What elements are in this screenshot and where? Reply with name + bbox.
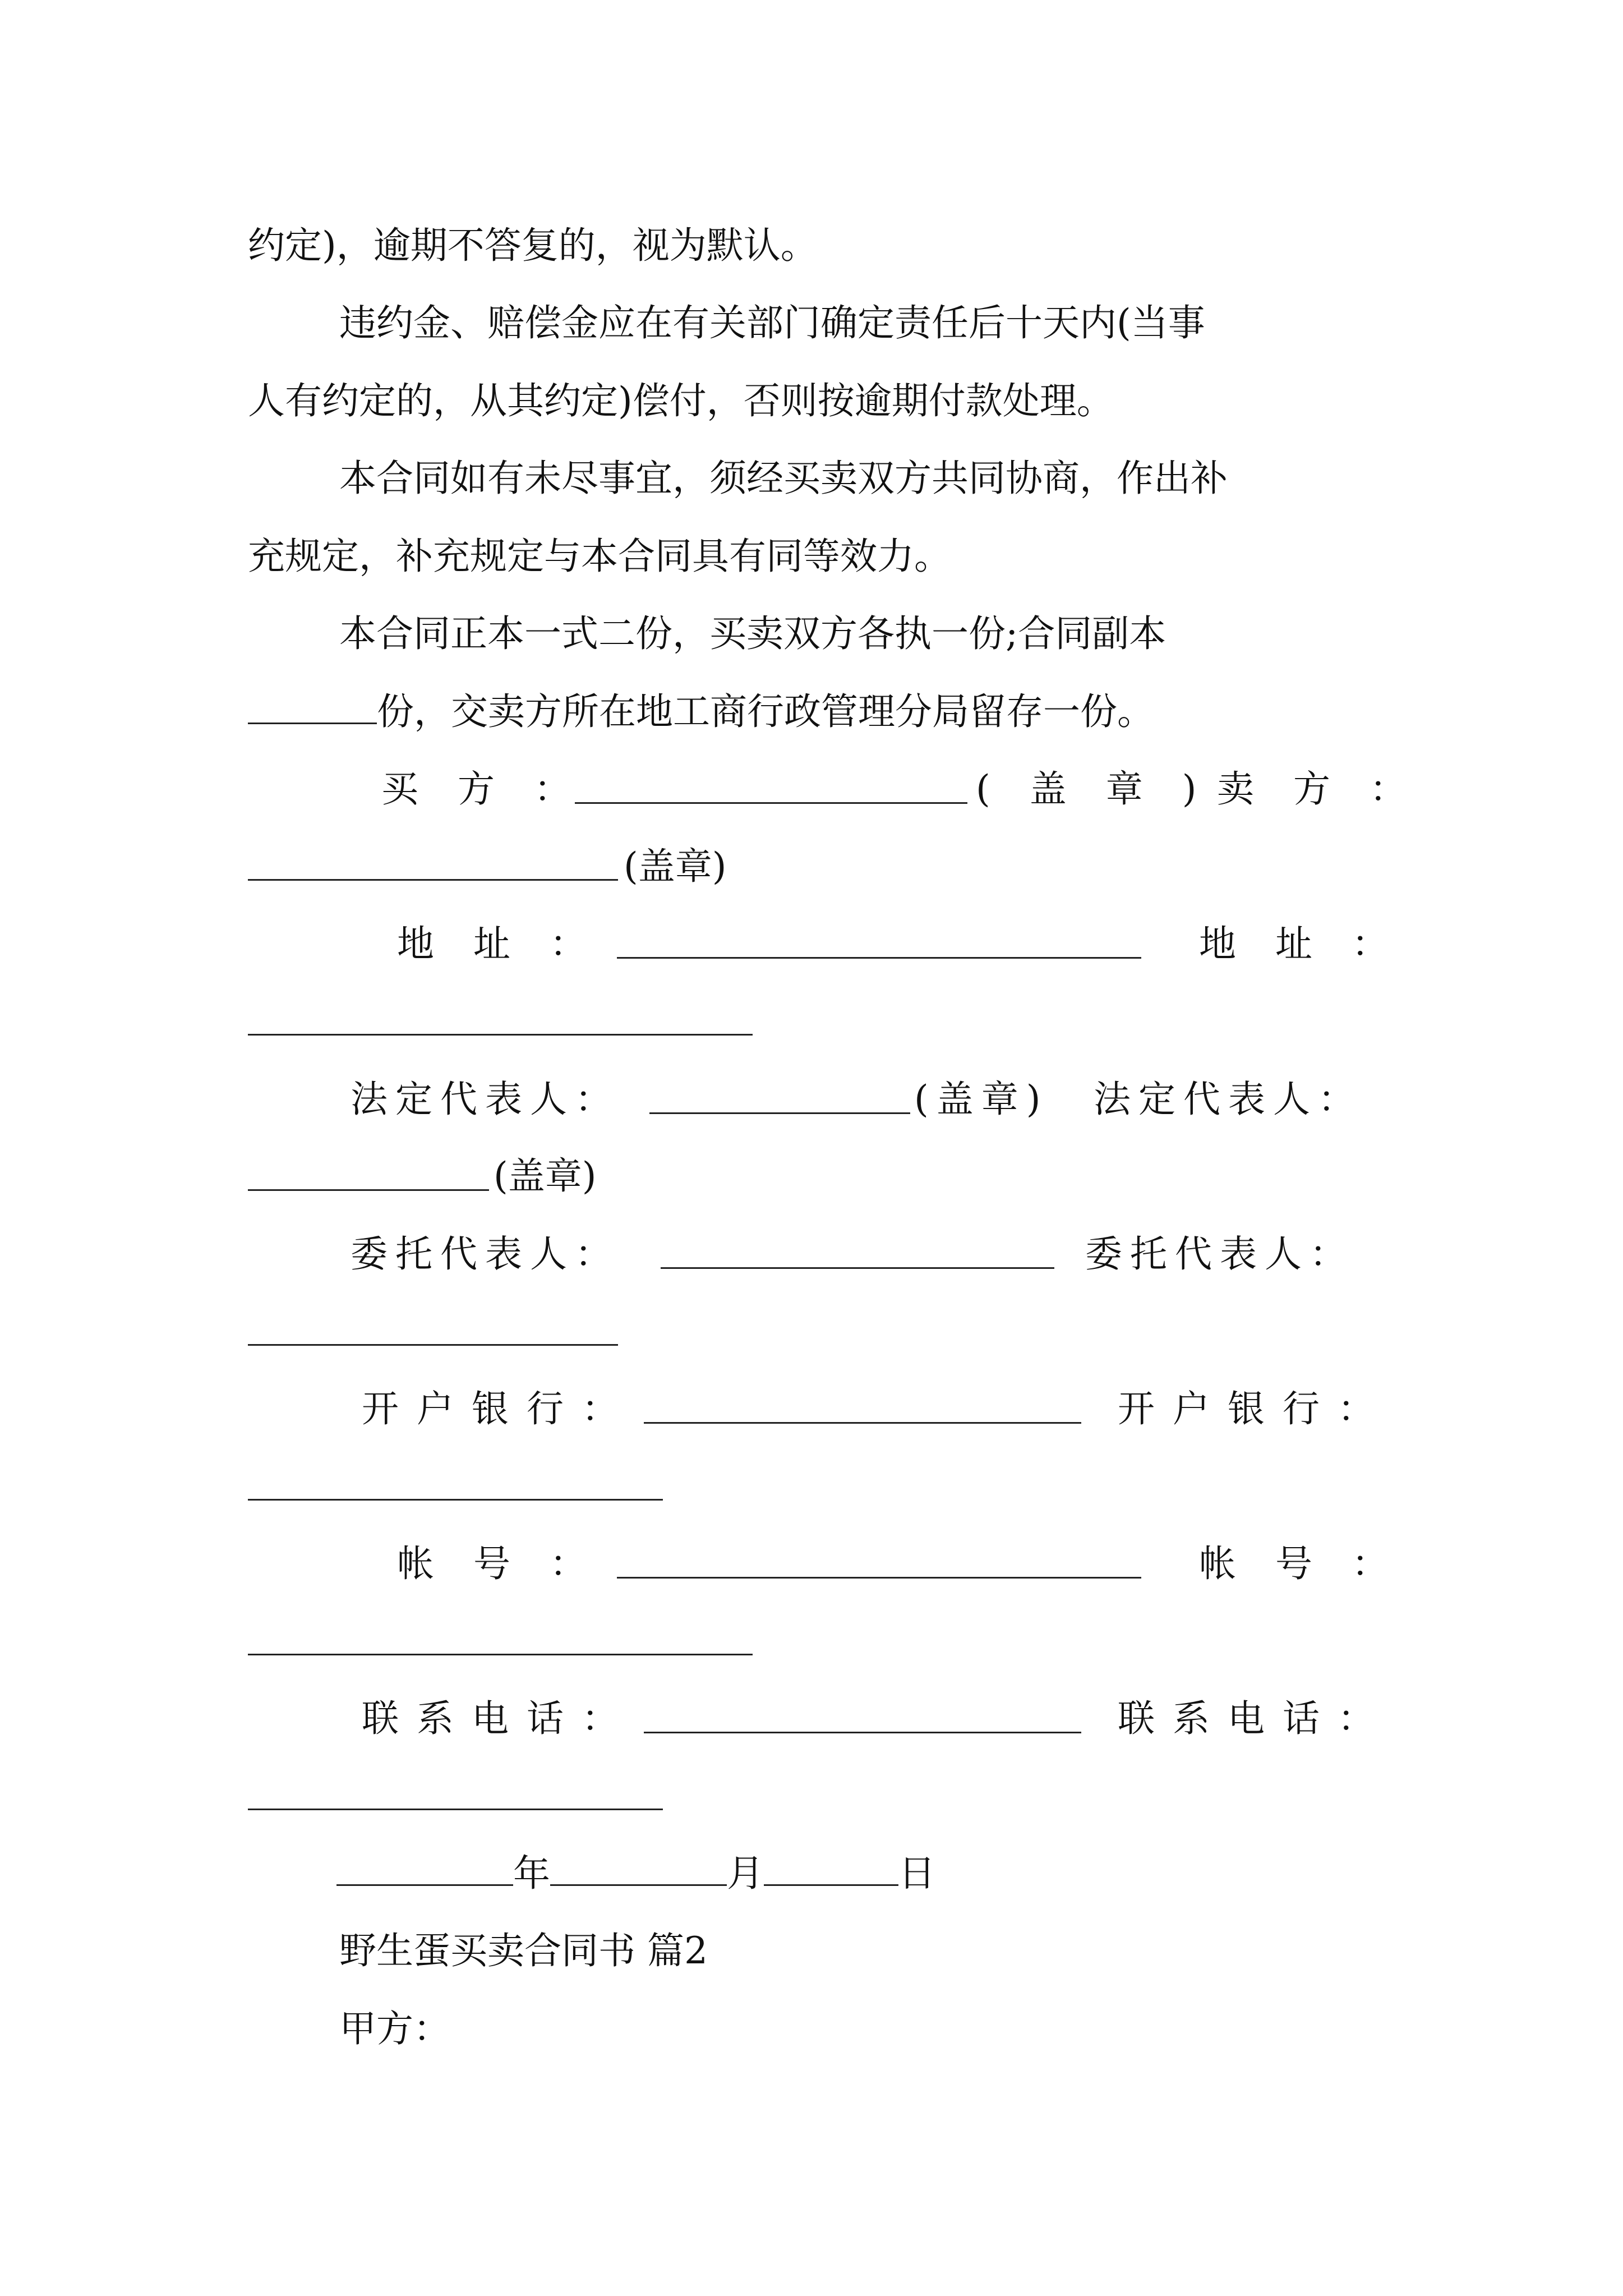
month-blank: [550, 1852, 727, 1886]
day-label: 日: [898, 1852, 935, 1895]
buyer-legal-rep-label: 法定代表人：: [351, 1078, 620, 1121]
seller-address-blank: [248, 1034, 753, 1036]
seller-blank: [248, 879, 618, 881]
buyer-phone-label: 联系电话：: [362, 1697, 637, 1740]
day-blank: [764, 1852, 898, 1886]
seller-address-label: 地址：: [1199, 922, 1428, 965]
seller-legal-rep-blank: [248, 1189, 489, 1191]
date-line: [336, 1851, 1475, 1896]
buyer-address-label: 地址：: [397, 922, 626, 965]
seal-label: (盖章): [976, 767, 1236, 811]
year-blank: [336, 1852, 513, 1886]
paragraph-text: 份，交卖方所在地工商行政管理分局留存一份。: [377, 690, 1154, 733]
buyer-account-label: 帐号：: [397, 1542, 626, 1585]
seller-agent-label: 委托代表人：: [1085, 1232, 1354, 1276]
seal-label: (盖章): [624, 845, 727, 888]
year-label: 年: [513, 1852, 550, 1895]
buyer-bank-blank: [644, 1422, 1081, 1424]
party-a-label: 甲方：: [339, 2007, 450, 2050]
buyer-phone-blank: [644, 1732, 1081, 1733]
paragraph-line: 本合同如有未尽事宜，须经买卖双方共同协商，作出补: [339, 457, 1228, 500]
seller-bank-label: 开户银行：: [1118, 1387, 1393, 1430]
buyer-legal-rep-blank: [649, 1112, 910, 1114]
seal-label: (盖章): [914, 1078, 1049, 1121]
seller-legal-rep-label: 法定代表人：: [1094, 1078, 1363, 1121]
seller-agent-blank: [248, 1344, 618, 1346]
buyer-agent-blank: [661, 1267, 1054, 1269]
buyer-account-blank: [617, 1577, 1141, 1579]
seller-account-blank: [248, 1654, 753, 1655]
buyer-label: 买方：: [381, 767, 610, 811]
buyer-bank-label: 开户银行：: [362, 1387, 637, 1430]
seller-bank-blank: [248, 1499, 663, 1501]
buyer-address-blank: [617, 957, 1141, 959]
paragraph-line: 人有约定的，从其约定)偿付，否则按逾期付款处理。: [248, 379, 1114, 422]
paragraph-line: 充规定，补充规定与本合同具有同等效力。: [248, 535, 951, 578]
buyer-blank: [575, 802, 967, 804]
paragraph-line: [248, 689, 1386, 734]
buyer-agent-label: 委托代表人：: [351, 1232, 620, 1276]
seal-label: (盖章): [494, 1154, 597, 1198]
seller-phone-blank: [248, 1809, 663, 1810]
paragraph-line: 本合同正本一式二份，买卖双方各执一份;合同副本: [339, 612, 1166, 655]
seller-label: 卖方：: [1217, 767, 1446, 811]
section-title: 野生蛋买卖合同书 篇2: [339, 1929, 708, 1972]
month-label: 月: [727, 1852, 764, 1895]
paragraph-line: 约定)，逾期不答复的，视为默认。: [248, 224, 818, 267]
paragraph-line: 违约金、赔偿金应在有关部门确定责任后十天内(当事: [339, 301, 1205, 344]
seller-phone-label: 联系电话：: [1118, 1697, 1393, 1740]
seller-account-label: 帐号：: [1199, 1542, 1428, 1585]
copies-blank: [248, 690, 377, 724]
